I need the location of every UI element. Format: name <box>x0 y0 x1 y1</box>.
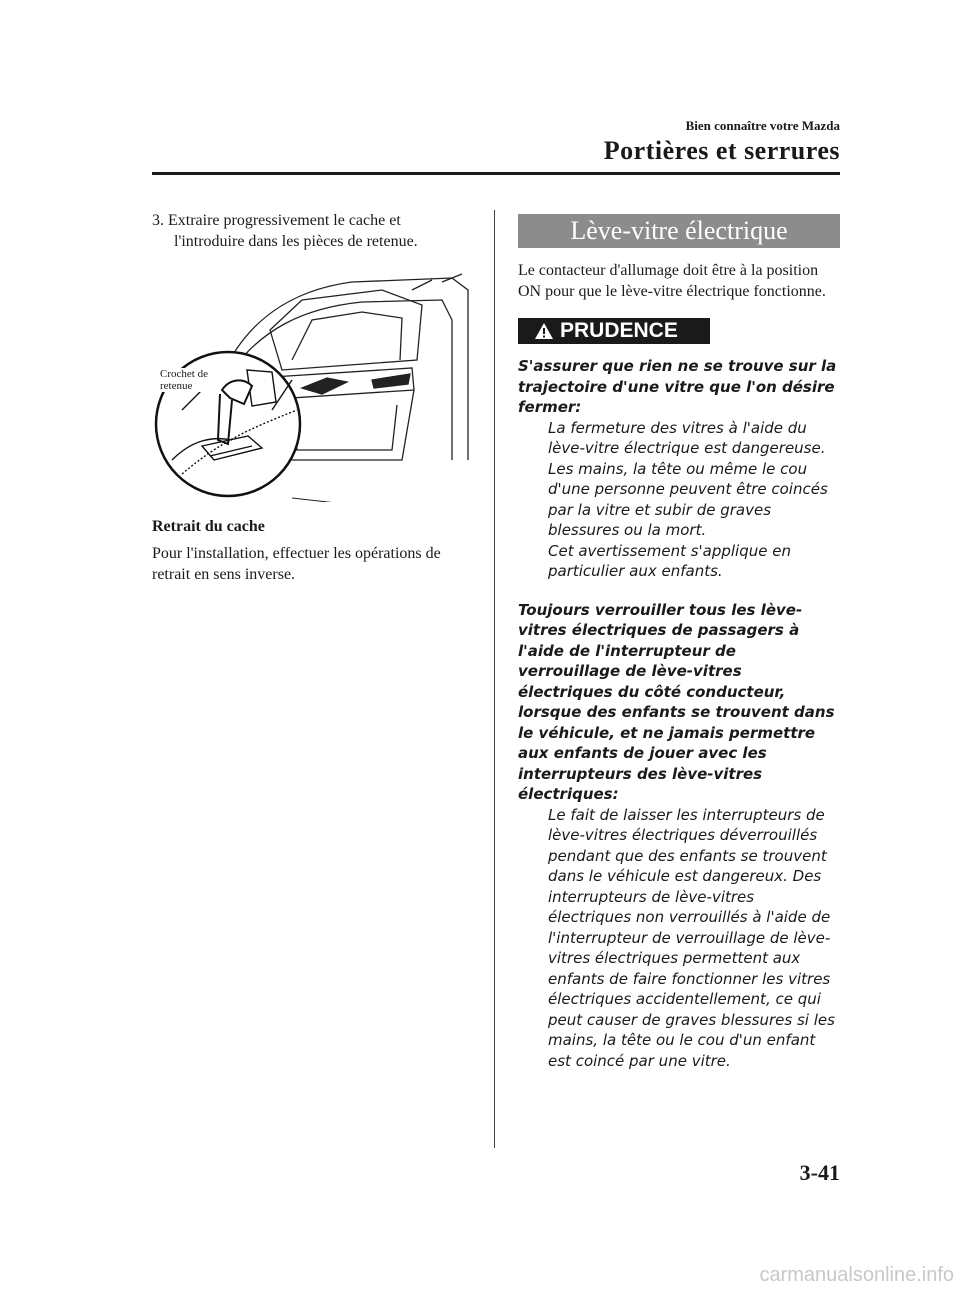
column-divider <box>494 210 495 1148</box>
caution-badge <box>518 318 710 344</box>
page-number: 3-41 <box>799 1160 840 1185</box>
section-title: Lève-vitre électrique <box>518 214 840 248</box>
figure-callout-label <box>160 368 208 392</box>
warning-1-heading: S'assurer que rien ne se trouve sur la trajectoire d'une vitre que l'on désire fermer: <box>518 357 837 416</box>
warning-2-heading: Toujours verrouiller tous les lève-vitres électriques de passagers à l'aide de l'interrupteur de verrouillage de lève-vitres électriques du côté conducteur, lorsque des enfants se trouvent dans le véhicule, et ne jamais permettre aux enfants de jouer avec les interrupteurs des lève-vitres électriques: <box>518 600 835 803</box>
caution-label: PRUDENCE <box>560 319 678 342</box>
left-column <box>152 210 470 585</box>
header-rule <box>152 172 840 175</box>
page-title: Portières et serrures <box>603 136 840 165</box>
header-subtitle: Bien connaître votre Mazda <box>685 118 840 133</box>
intro-paragraph: Le contacteur d'allumage doit être à la position ON pour que le lève-vitre électrique fonctionne. <box>518 262 826 300</box>
watermark: carmanualsonline.info <box>759 1264 954 1286</box>
warning-2-text: Le fait de laisser les interrupteurs de lève-vitres électriques déverrouillés pendant que des enfants se trouvent dans le véhicule est dangereux. Des interrupteurs de lève-vitres électriques non verrouillés à l'aide de l'interrupteur de verrouillage de lève-vitres électriques permettent aux enfants de faire fonctionner les vitres électriques accidentellement, ce qui peut causer de graves blessures si les mains, la tête ou le cou d'un enfant est coincé par une vitre. <box>548 805 835 1070</box>
body-paragraph: Pour l'installation, effectuer les opérations de retrait en sens inverse. <box>152 545 441 583</box>
warning-1-text-2: Cet avertissement s'applique en particulier aux enfants. <box>548 541 791 580</box>
subheading: Retrait du cache <box>152 518 265 535</box>
warning-1-text: La fermeture des vitres à l'aide du lève-vitre électrique est dangereuse. Les mains, la tête ou même le cou d'une personne peuvent être coincés par la vitre et subir de graves blessures ou la mort. <box>548 418 828 539</box>
callout-line-2: retenue <box>160 380 193 392</box>
callout-line-1: Crochet de <box>160 368 208 380</box>
warning-triangle-icon <box>534 322 554 340</box>
trunk-cover-illustration <box>152 260 470 502</box>
step-3: 3. Extraire progressivement le cache et l'introduire dans les pièces de retenue. <box>152 212 418 250</box>
right-column <box>518 214 840 1071</box>
